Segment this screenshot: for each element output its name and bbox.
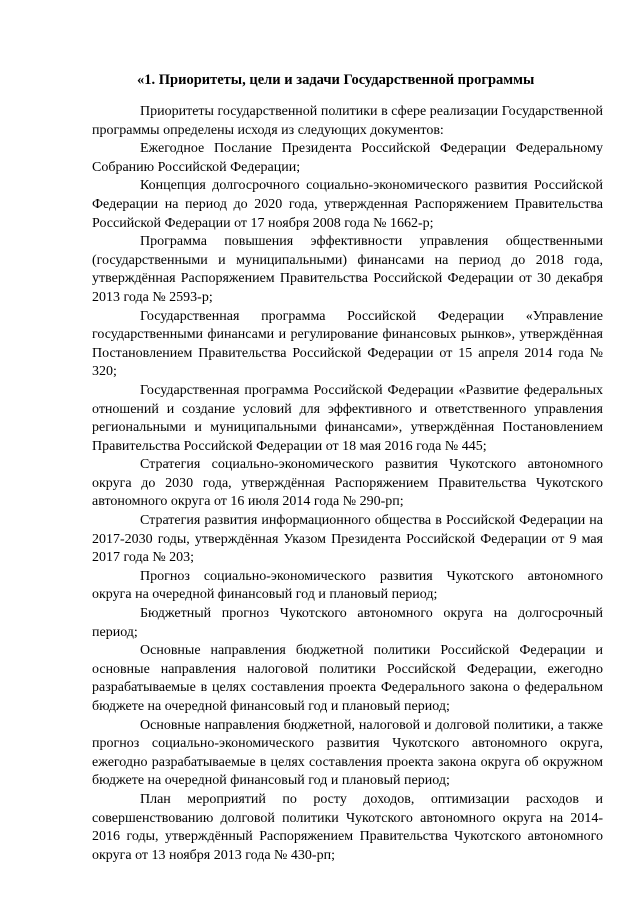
- paragraph: Концепция долгосрочного социально-экономического развития Российской Федерации на период до 2020 года, утвержденная Распоряжением Правительства Российской Федерации от 17 ноября 2008 года № 1662-р;: [92, 178, 603, 231]
- paragraph: Основные направления бюджетной политики Российской Федерации и основные направления налоговой политики Российской Федерации, ежегодно разрабатываемые в целях составления проекта Федерального закона о федеральном бюджете на очередной финансовый год и плановый период;: [92, 643, 603, 714]
- paragraph: Бюджетный прогноз Чукотского автономного округа на долгосрочный период;: [92, 606, 603, 640]
- paragraph: План мероприятий по росту доходов, оптимизации расходов и совершенствованию долговой политики Чукотского автономного округа на 2014-2016 годы, утверждённый Распоряжением Правительства Чукотского автономного округа от 13 ноября 2013 года № 430-рп;: [92, 791, 603, 863]
- document-body: [92, 103, 603, 865]
- paragraph: Основные направления бюджетной, налоговой и долговой политики, а также прогноз социально-экономического развития Чукотского автономного округа, ежегодно разрабатываемые в целях составления проекта закона округа об окружном бюджете на очередной финансовый год и плановый период;: [92, 717, 603, 789]
- paragraph: Ежегодное Послание Президента Российской Федерации Федеральному Собранию Российской Федерации;: [92, 141, 603, 175]
- paragraph: Прогноз социально-экономического развития Чукотского автономного округа на очередной финансовый год и плановый период;: [92, 568, 603, 603]
- paragraph: Стратегия социально-экономического развития Чукотского автономного округа до 2030 года, утверждённая Распоряжением Правительства Чукотского автономного округа от 16 июля 2014 года № 290-рп;: [92, 457, 603, 510]
- paragraph: Программа повышения эффективности управления общественными (государственными и муниципальными) финансами на период до 2018 года, утверждённая Распоряжением Правительства Российской Федерации от 30 декабря 2013 года № 2593-р;: [92, 234, 603, 305]
- paragraph: Государственная программа Российской Федерации «Развитие федеральных отношений и создание условий для эффективного и ответственного управления региональными и муниципальными финансами», утверждённая Постановлением Правительства Российской Федерации от 18 мая 2016 года № 445;: [92, 382, 603, 454]
- paragraph: Стратегия развития информационного общества в Российской Федерации на 2017-2030 годы, утверждённая Указом Президента Российской Федерации от 9 мая 2017 года № 203;: [92, 513, 603, 566]
- paragraph: Приоритеты государственной политики в сфере реализации Государственной программы определены исходя из следующих документов:: [92, 104, 603, 138]
- section-heading: «1. Приоритеты, цели и задачи Государственной программы: [137, 72, 535, 88]
- paragraph: Государственная программа Российской Федерации «Управление государственными финансами и регулирование финансовых рынков», утверждённая Постановлением Правительства Российской Федерации от 15 апреля 2014 года № 320;: [92, 308, 603, 380]
